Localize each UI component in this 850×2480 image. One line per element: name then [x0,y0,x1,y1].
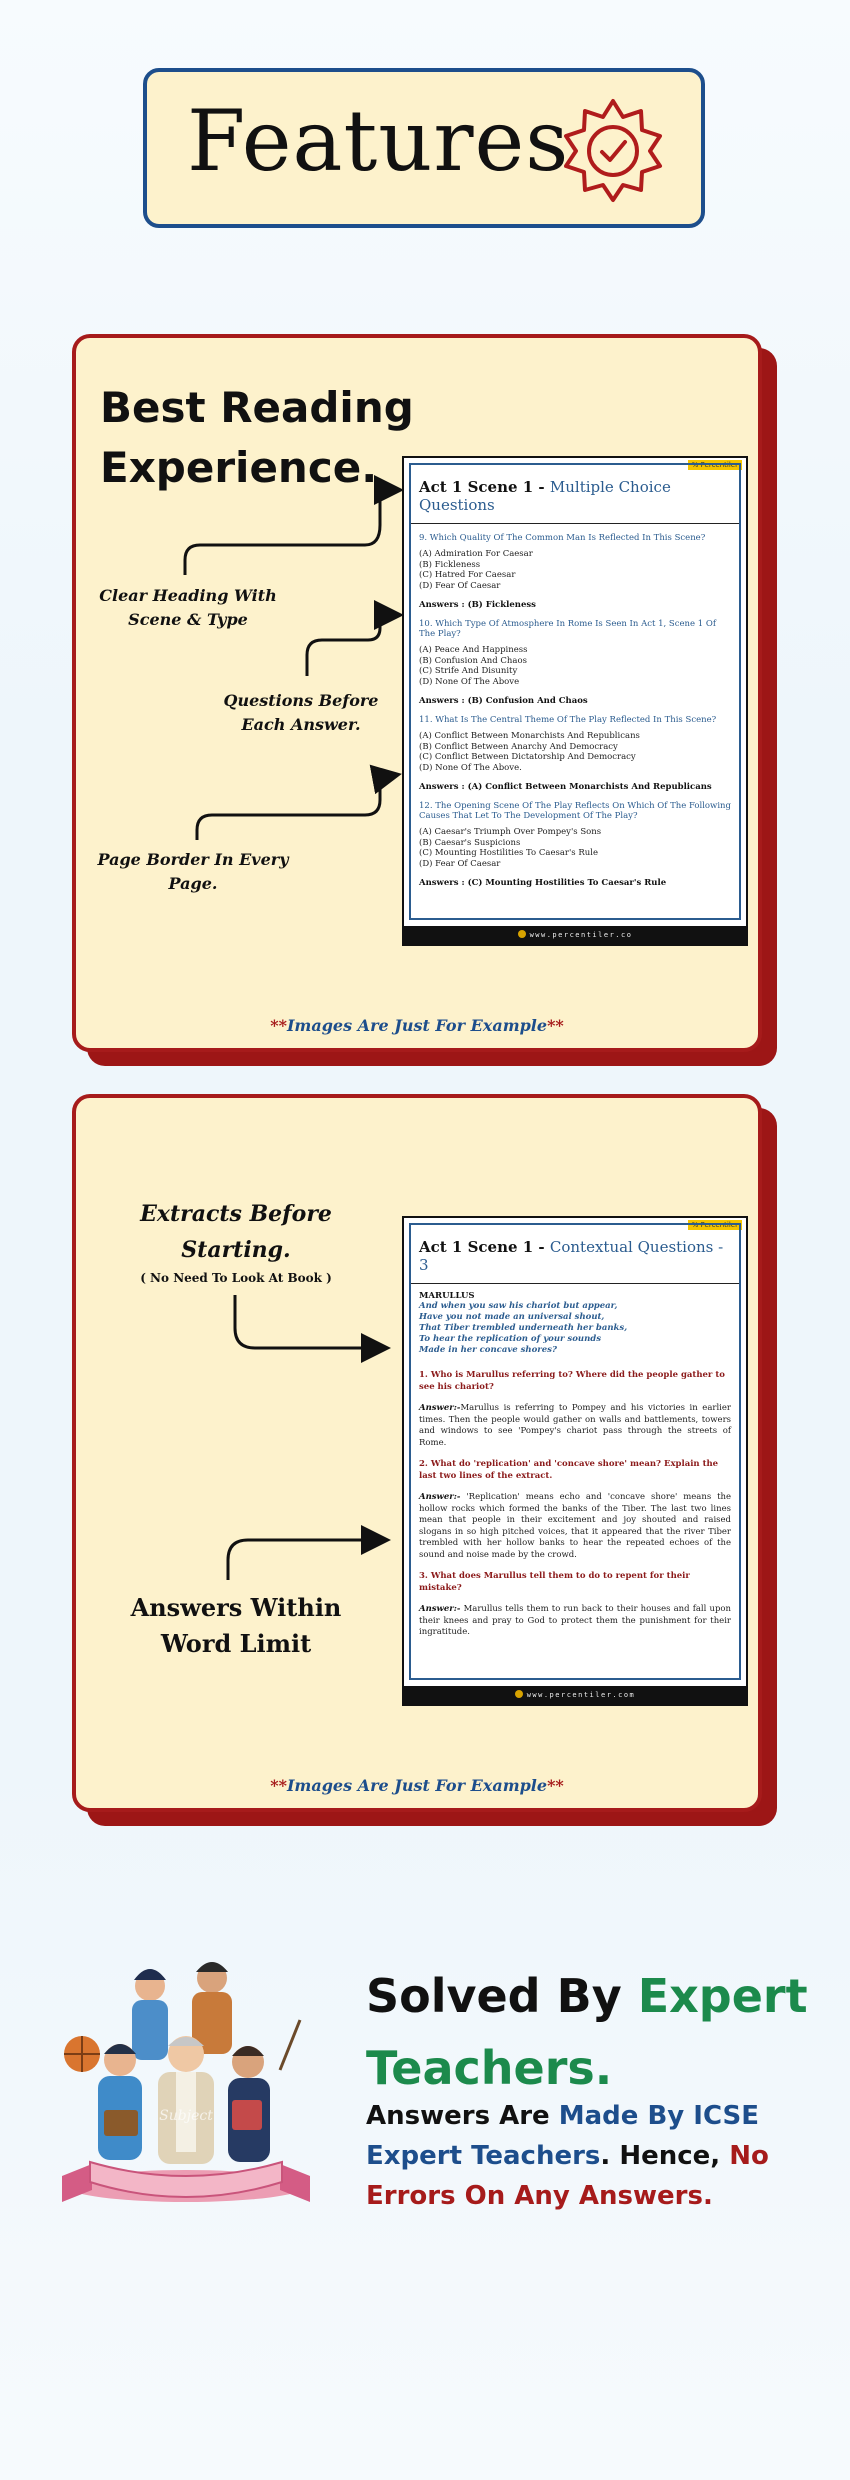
extract-line: Made in her concave shores? [419,1345,557,1355]
mcq-options [419,549,731,591]
callout-questions-before [206,689,396,737]
teachers-group-illustration-icon [52,1950,320,2212]
answer-text: 'Replication' means echo and 'concave shore' means the hollow rocks which formed the banks of the Tiber. The last two lines mean that people in their excitement and joy shouted and raised slogans in so high pitched voices, that it appeared that the river Tiber trembled with her hollow banks to hear the repeated echoes of the sound and noise made by the crowd. [419,1492,732,1560]
callout-line: Answers Within [130,1593,342,1622]
contextual-answer [419,1604,731,1639]
contextual-answer [419,1492,731,1561]
mcq-option: (A) Admiration For Caesar [419,549,533,559]
mcq-option: (C) Mounting Hostilities To Caesar's Rule [419,848,598,858]
mcq-question: 9. Which Quality Of The Common Man Is Reflected In This Scene? [419,533,706,543]
footer-url: www.percentiler.com [526,1691,636,1699]
mcq-option: (D) None Of The Above [419,676,520,687]
mcq-answer: Answers : (A) Conflict Between Monarchists And Republicans [419,782,712,792]
contextual-question: 1. Who is Marullus referring to? Where did the people gather to see his chariot? [419,1370,725,1392]
mcq-question-block [419,801,731,888]
callout-line: Page. [168,874,218,893]
mcq-option: (C) Conflict Between Dictatorship And Democracy [419,752,636,762]
heading-scene: Act 1 Scene 1 - [419,478,545,496]
contextual-question: 3. What does Marullus tell them to do to repent for their mistake? [419,1571,690,1593]
mcq-option: (A) Caesar's Triumph Over Pompey's Sons [419,827,602,837]
mcq-options [419,731,731,773]
example-note [76,1016,758,1035]
answer-label: Answer:- [419,1403,461,1413]
footer-logo-icon [515,1690,523,1698]
mcq-answer: Answers : (B) Fickleness [419,600,536,610]
footer-logo-icon [518,930,526,938]
heading-type: Contextual Questions - 3 [419,1238,724,1274]
document-heading [419,1238,731,1274]
mcq-answer: Answers : (C) Mounting Hostilities To Caesar's Rule [419,878,667,888]
callout-line: Extracts Before [140,1201,332,1227]
mcq-options [419,827,731,869]
mcq-question: 11. What Is The Central Theme Of The Play Reflected In This Scene? [419,715,717,725]
answer-label: Answer:- [419,1492,461,1502]
title-green: Expert [637,1969,808,2023]
note-stars: ** [270,1776,287,1795]
mcq-option: (A) Peace And Happiness [419,645,528,655]
card-title [100,378,414,498]
mcq-option: (D) Fear Of Caesar [419,580,501,591]
extract-speaker: MARULLUS [419,1291,475,1301]
card-title-line1: Best Reading [100,383,414,432]
callout-page-border [88,848,298,896]
callout-extracts-before [116,1196,356,1288]
heading-type: Multiple Choice Questions [419,478,671,514]
desc-highlight: Made By ICSE Expert Teachers [366,2101,760,2171]
mcq-options [419,645,731,687]
mcq-option: (D) None Of The Above. [419,762,522,773]
example-note [76,1776,758,1795]
callout-clear-heading [88,584,288,632]
note-text: Images Are Just For Example [286,1016,548,1035]
extract-line: And when you saw his chariot but appear, [419,1301,618,1311]
answer-text: Marullus tells them to run back to their houses and fall upon their knees and pray to God to protect them the punishment for their ingratitude. [419,1604,731,1637]
mcq-option: (C) Strife And Disunity [419,666,518,676]
extract-passage [419,1301,731,1356]
desc-text: Answers Are [366,2101,550,2131]
mcq-document-page [402,456,748,946]
callout-line: Clear Heading With [99,586,277,605]
extract-line: Have you not made an universal shout, [419,1312,605,1322]
callout-line: Each Answer. [241,715,361,734]
callout-line: Questions Before [223,691,379,710]
solved-by-experts-title [366,1960,826,2104]
mcq-question-block [419,619,731,706]
heading-divider [411,1283,739,1284]
title-green: Teachers. [366,2041,613,2095]
solved-description [366,2096,836,2216]
percentiler-logo: % Percentiler [688,1220,742,1230]
document-footer [404,1686,746,1704]
mcq-question: 12. The Opening Scene Of The Play Reflects On Which Of The Following Causes That Let To The Development Of The Play? [419,801,731,821]
document-footer [404,926,746,944]
heading-scene: Act 1 Scene 1 - [419,1238,545,1256]
document-border [409,1223,741,1680]
callout-subline: ( No Need To Look At Book ) [140,1271,332,1285]
note-stars: ** [547,1776,564,1795]
desc-warning: No Errors On Any Answers. [366,2141,769,2211]
callout-line: Starting. [181,1237,291,1263]
mcq-option: (C) Hatred For Caesar [419,570,516,580]
mcq-option: (D) Fear Of Caesar [419,858,501,869]
mcq-option: (A) Conflict Between Monarchists And Republicans [419,731,640,741]
footer-url: www.percentiler.co [529,931,633,939]
verified-check-badge-icon [560,97,666,203]
contextual-document-page [402,1216,748,1706]
callout-line: Page Border In Every [97,850,289,869]
mcq-question-block [419,715,731,792]
heading-divider [411,523,739,524]
features-header [143,68,705,228]
extract-line: That Tiber trembled underneath her banks, [419,1323,628,1333]
mcq-option: (B) Caesar's Suspicions [419,837,521,848]
mcq-answer: Answers : (B) Confusion And Chaos [419,696,588,706]
title-plain: Solved By [366,1969,622,2023]
mcq-option: (B) Confusion And Chaos [419,655,527,666]
note-stars: ** [547,1016,564,1035]
callout-word-limit [116,1590,356,1662]
callout-line: Scene & Type [128,610,248,629]
answer-label: Answer:- [419,1604,461,1614]
mcq-question-block [419,533,731,610]
callout-line: Word Limit [160,1629,312,1658]
illustration-banner-text: Subject [159,2108,213,2124]
contextual-question: 2. What do 'replication' and 'concave shore' mean? Explain the last two lines of the extract. [419,1459,719,1481]
answer-text: Marullus is referring to Pompey and his victories in earlier times. Then the people would gather on walls and battlements, towers and windows to see 'Pompey's chariot pass through the streets of Rome. [419,1403,731,1448]
note-text: Images Are Just For Example [286,1776,548,1795]
card-title-line2: Experience. [100,443,378,492]
extracts-card [72,1094,762,1812]
reading-experience-card [72,334,762,1052]
extract-line: To hear the replication of your sounds [419,1334,601,1344]
mcq-question: 10. Which Type Of Atmosphere In Rome Is Seen In Act 1, Scene 1 Of The Play? [419,619,716,639]
features-title: Features [187,92,570,190]
desc-text: . Hence, [600,2141,721,2171]
note-stars: ** [270,1016,287,1035]
document-border [409,463,741,920]
contextual-answer [419,1403,731,1449]
mcq-option: (B) Fickleness [419,559,481,570]
percentiler-logo: % Percentiler [688,460,742,470]
document-heading [419,478,731,514]
mcq-option: (B) Conflict Between Anarchy And Democracy [419,741,618,752]
